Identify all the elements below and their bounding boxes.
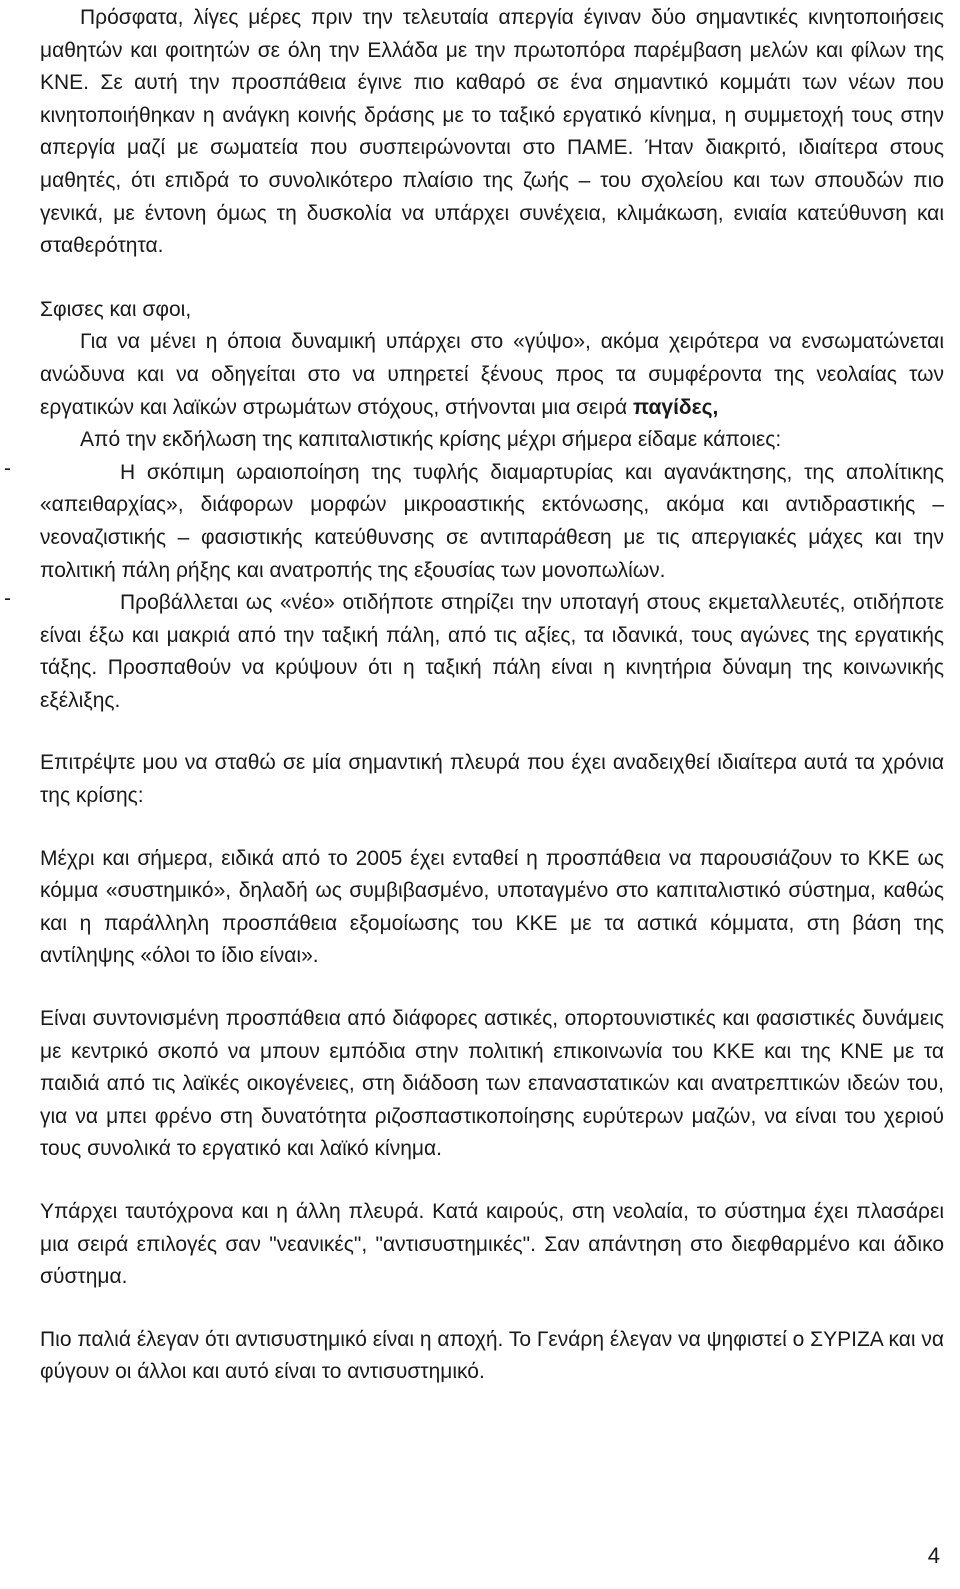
paragraph-other-side: Υπάρχει ταυτόχρονα και η άλλη πλευρά. Κατά καιρούς, στη νεολαία, το σύστημα έχει πλασάρει μια σειρά επιλογές σαν "νεανικές", "αντισυστημικές". Σαν απάντηση στο διεφθαρμένο και άδικο σύστημα. (40, 1200, 944, 1289)
paragraph-abstention: Πιο παλιά έλεγαν ότι αντισυστημικό είναι η αποχή. Το Γενάρη έλεγαν να ψηφιστεί ο ΣΥΡΙΖΑ και να φύγουν οι άλλοι και αυτό είναι το αντισυστημικό. (40, 1327, 944, 1384)
paragraph-traps-text: Για να μένει η όποια δυναμική υπάρχει στο «γύψο», ακόμα χειρότερα να ενσωματώνεται ανώδυνα και να οδηγείται στο να υπηρετεί ξένους προς τα συμφέροντα της νεολαίας των εργατικών και λαϊκών στρωμάτων στόχους, στήνονται μια σειρά (40, 330, 944, 419)
bullet-dash: - (4, 587, 11, 611)
paragraph-systemic: Μέχρι και σήμερα, ειδικά από το 2005 έχει ενταθεί η προσπάθεια να παρουσιάζουν το ΚΚΕ ως κόμμα «συστημικό», δηλαδή ως συμβιβασμένο, υποταγμένο στο καπιταλιστικό σύστημα, καθώς και η παράλληλη προσπάθεια εξομοίωσης του ΚΚΕ με τα αστικά κόμματα, στη βάση της αντίληψης «όλοι το ίδιο είναι». (40, 846, 944, 968)
bullet-dash: - (4, 456, 11, 480)
paragraph-examples-intro: Από την εκδήλωση της καπιταλιστικής κρίσης μέχρι σήμερα είδαμε κάποιες: (80, 428, 782, 452)
paragraph-intro: Πρόσφατα, λίγες μέρες πριν την τελευταία απεργία έγιναν δύο σημαντικές κινητοποιήσεις μαθητών και φοιτητών σε όλη την Ελλάδα με την πρωτοπόρα παρέμβαση μελών και φίλων της ΚΝΕ. Σε αυτή την προσπάθεια έγινε πιο καθαρό σε ένα σημαντικό κομμάτι των νέων που κινητοποιήθηκαν η ανάγκη κοινής δράσης με το ταξικό εργατικό κίνημα, η συμμετοχή τους στην απεργία μαζί με σωματεία που συσπειρώνονται στο ΠΑΜΕ. Ήταν διακριτό, ιδιαίτερα στους μαθητές, ότι επιδρά το συνολικότερο πλαίσιο της ζωής – του σχολείου και των σπουδών πιο γενικά, με έντονη όμως τη δυσκολία να υπάρχει συνέχεια, κλιμάκωση, ενιαία κατεύθυνση και σταθερότητα. (40, 6, 944, 258)
document-page (4, 0, 944, 1389)
list-item (4, 456, 944, 587)
greeting: Σφισες και σφοι, (40, 297, 192, 321)
bullet-text: Η σκόπιμη ωραιοποίηση της τυφλής διαμαρτυρίας και αγανάκτησης, της απολίτικης «απειθαρχίας», διάφορων μορφών μικροαστικής εκτόνωσης, ακόμα και αντιδραστικής – νεοναζιστικής – φασιστικής κατεύθυνσης σε αντιπαράθεση με τις απεργιακές μάχες και την πολιτική πάλη ρήξης και ανατροπής της εξουσίας των μονοπωλίων. (40, 460, 944, 582)
page-number: 4 (927, 1543, 940, 1568)
paragraph-traps (40, 326, 944, 424)
bullet-text: Προβάλλεται ως «νέο» οτιδήποτε στηρίζει την υποταγή στους εκμεταλλευτές, οτιδήποτε είναι έξω και μακριά από την ταξική πάλη, από τις αξίες, τα ιδανικά, τους αγώνες της εργατικής τάξης. Προσπαθούν να κρύψουν ότι η ταξική πάλη είναι η κινητήρια δύναμη της κοινωνικής εξέλιξης. (40, 591, 944, 712)
list-item (4, 587, 944, 717)
paragraph-focus: Επιτρέψτε μου να σταθώ σε μία σημαντική πλευρά που έχει αναδειχθεί ιδιαίτερα αυτά τα χρόνια της κρίσης: (40, 751, 944, 808)
paragraph-coordinated: Είναι συντονισμένη προσπάθεια από διάφορες αστικές, οπορτουνιστικές και φασιστικές δυνάμεις με κεντρικό σκοπό να μπουν εμπόδια στην πολιτική επικοινωνία του ΚΚΕ και της ΚΝΕ με τα παιδιά από τις λαϊκές οικογένειες, στη διάδοση των επαναστατικών και ανατρεπτικών ιδεών του, για να μπει φρένο στη δυνατότητα ριζοσπαστικοποίησης ευρύτερων μαζών, να είναι του χεριού τους συνολικά το εργατικό και λαϊκό κίνημα. (40, 1007, 944, 1161)
paragraph-traps-bold: παγίδες, (632, 395, 719, 419)
